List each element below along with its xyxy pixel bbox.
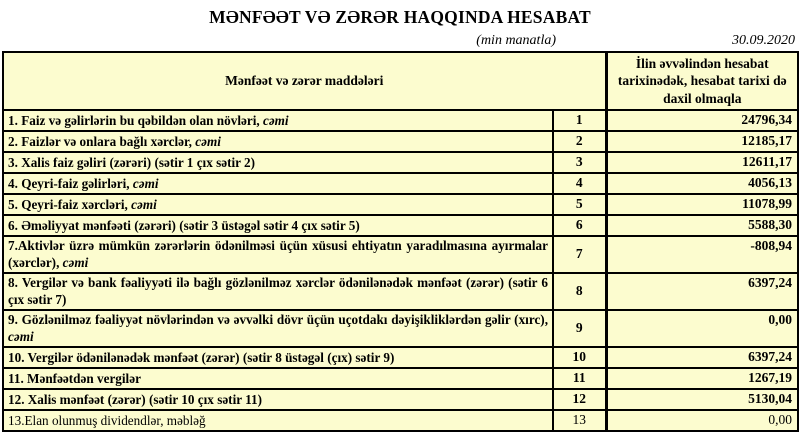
row-value: 6397,24 — [606, 273, 798, 310]
row-value: 6397,24 — [606, 347, 798, 368]
profit-loss-table — [2, 51, 799, 432]
unit-note: (min manatla) — [476, 33, 556, 48]
row-label-emphasis: cəmi — [132, 175, 159, 191]
table-row — [3, 310, 798, 347]
row-value: 4056,13 — [606, 173, 798, 194]
row-number: 7 — [553, 236, 606, 273]
row-label: 4. Qeyri-faiz gəlirləri, cəmi — [3, 173, 553, 194]
table-row — [3, 273, 798, 310]
row-value: 5130,04 — [606, 389, 798, 410]
row-number: 13 — [553, 410, 606, 431]
row-value: -808,94 — [606, 236, 798, 273]
row-value: 0,00 — [606, 310, 798, 347]
table-header-row — [3, 52, 798, 110]
row-number: 9 — [553, 310, 606, 347]
row-label-emphasis: cəmi — [62, 255, 89, 271]
row-number: 4 — [553, 173, 606, 194]
row-label: 5. Qeyri-faiz xərcləri, cəmi — [3, 194, 553, 215]
row-label: 12. Xalis mənfəət (zərər) (sətir 10 çıx sətir 11) — [3, 389, 553, 410]
meta-row — [0, 28, 800, 51]
value-column-header: İlin əvvəlindən hesabat tarixinədək, hesabat tarixi də daxil olmaqla — [606, 52, 798, 110]
table-row — [3, 194, 798, 215]
row-label: 10. Vergilər ödənilənədək mənfəət (zərər) (sətir 8 üstəgəl (çıx) sətir 9) — [3, 347, 553, 368]
row-label: 8. Vergilər və bank fəaliyyəti ilə bağlı gözlənilməz xərclər ödənilənədək mənfəət (zərər) (sətir 6 çıx sətir 7) — [3, 273, 553, 310]
row-label: 3. Xalis faiz gəliri (zərəri) (sətir 1 çıx sətir 2) — [3, 152, 553, 173]
row-label: 11. Mənfəətdən vergilər — [3, 368, 553, 389]
items-column-header: Mənfəət və zərər maddələri — [3, 52, 606, 110]
row-number: 12 — [553, 389, 606, 410]
row-number: 3 — [553, 152, 606, 173]
row-label: 13.Elan olunmuş dividendlər, məbləğ — [3, 410, 553, 431]
table-row — [3, 389, 798, 410]
row-value: 24796,34 — [606, 110, 798, 131]
table-row — [3, 347, 798, 368]
table-row — [3, 368, 798, 389]
table-row — [3, 173, 798, 194]
row-value: 11078,99 — [606, 194, 798, 215]
row-number: 8 — [553, 273, 606, 310]
row-label: 9. Gözlənilməz fəaliyyət növlərindən və əvvəlki dövr üçün uçotdakı dəyişikliklərdən gəlir (xırc), cəmi — [3, 310, 553, 347]
row-label-emphasis: cəmi — [262, 112, 289, 128]
table-row — [3, 131, 798, 152]
row-value: 0,00 — [606, 410, 798, 431]
row-label: 1. Faiz və gəlirlərin bu qəbildən olan növləri, cəmi — [3, 110, 553, 131]
row-value: 5588,30 — [606, 215, 798, 236]
row-number: 5 — [553, 194, 606, 215]
row-label-emphasis: cəmi — [8, 329, 34, 345]
row-label: 7.Aktivlər üzrə mümkün zərərlərin ödənilməsi üçün xüsusi ehtiyatın yaradılmasına ayırmalar (xərclər), cəmi — [3, 236, 553, 273]
row-number: 11 — [553, 368, 606, 389]
row-label-emphasis: cəmi — [195, 133, 221, 149]
row-number: 1 — [553, 110, 606, 131]
row-number: 10 — [553, 347, 606, 368]
row-label: 2. Faizlər və onlara bağlı xərclər, cəmi — [3, 131, 553, 152]
page-title: MƏNFƏƏT VƏ ZƏRƏR HAQQINDA HESABAT — [209, 7, 591, 27]
table-row — [3, 410, 798, 431]
row-value: 12185,17 — [606, 131, 798, 152]
table-row — [3, 152, 798, 173]
table-row — [3, 236, 798, 273]
row-number: 2 — [553, 131, 606, 152]
row-value: 12611,17 — [606, 152, 798, 173]
row-label: 6. Əməliyyat mənfəəti (zərəri) (sətir 3 üstəgəl sətir 4 çıx sətir 5) — [3, 215, 553, 236]
report-date: 30.09.2020 — [732, 33, 795, 48]
row-label-emphasis: cəmi — [131, 196, 157, 212]
row-number: 6 — [553, 215, 606, 236]
table-row — [3, 110, 798, 131]
row-value: 1267,19 — [606, 368, 798, 389]
table-row — [3, 215, 798, 236]
